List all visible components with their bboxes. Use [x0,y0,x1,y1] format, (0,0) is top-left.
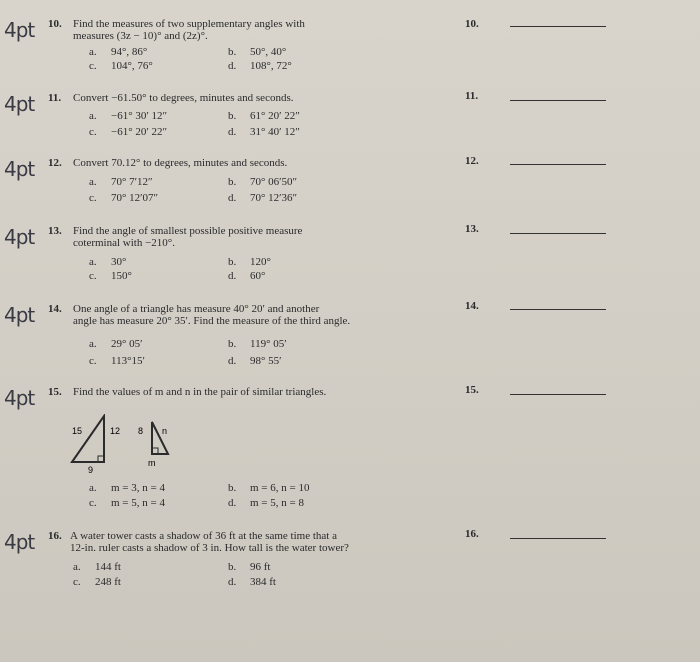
question-number: 13. [48,225,62,237]
answer-number: 12. [465,155,479,167]
option-b[interactable]: b. m = 6, n = 10 [228,482,310,494]
question-number: 11. [48,92,62,104]
question-number: 15. [48,386,62,398]
label-m: m [148,458,156,468]
option-c[interactable]: c. 113°15′ [89,355,145,367]
option-a[interactable]: a. 30° [89,256,127,268]
handwritten-points-mark: 4pt [4,530,35,554]
option-d[interactable]: d. m = 5, n = 8 [228,497,304,509]
option-b[interactable]: b. 119° 05′ [228,338,287,350]
question-10 [0,18,700,80]
question-16 [0,530,700,594]
question-13 [0,225,700,287]
answer-blank[interactable] [510,233,606,234]
answer-blank[interactable] [510,538,606,539]
option-b[interactable]: b. 61° 20′ 22″ [228,110,300,122]
question-number: 10. [48,18,62,30]
option-c[interactable]: c. 104°, 76° [89,60,153,72]
answer-blank[interactable] [510,100,606,101]
label-9: 9 [88,465,94,474]
answer-number: 15. [465,384,479,396]
question-11 [0,92,700,144]
option-d[interactable]: d. 98° 55′ [228,355,282,367]
answer-blank[interactable] [510,309,606,310]
answer-blank[interactable] [510,164,606,165]
question-stem: A water tower casts a shadow of 36 ft at the same time that a 12-in. ruler casts a shadow of 3 in. How tall is the water tower? [70,530,349,554]
similar-triangles-figure [68,414,188,474]
option-a[interactable]: a. 144 ft [73,561,121,573]
question-stem: Find the values of m and n in the pair of similar triangles. [73,386,327,398]
option-a[interactable]: a. 70° 7′12″ [89,176,153,188]
option-d[interactable]: d. 60° [228,270,266,282]
large-triangle [72,416,104,462]
question-14 [0,300,700,367]
handwritten-points-mark: 4pt [4,225,35,249]
option-a[interactable]: a. m = 3, n = 4 [89,482,165,494]
answer-number: 16. [465,528,479,540]
option-d[interactable]: d. 31° 40′ 12″ [228,126,300,138]
label-8: 8 [138,426,144,436]
answer-number: 11. [465,90,479,102]
answer-blank[interactable] [510,394,606,395]
option-a[interactable]: a. 29° 05′ [89,338,143,350]
option-a[interactable]: a. −61° 30′ 12″ [89,110,168,122]
answer-number: 10. [465,18,479,30]
question-number: 12. [48,157,62,169]
handwritten-points-mark: 4pt [4,92,35,116]
option-b[interactable]: b. 96 ft [228,561,271,573]
option-c[interactable]: c. m = 5, n = 4 [89,497,165,509]
question-stem: Convert 70.12° to degrees, minutes and seconds. [73,157,288,169]
question-stem: Find the measures of two supplementary angles with measures (3z − 10)° and (2z)°. [73,18,305,42]
question-number: 14. [48,303,62,315]
question-stem: One angle of a triangle has measure 40° 20′ and another angle has measure 20° 35′. Find the measure of the third angle. [73,303,351,327]
option-c[interactable]: c. 150° [89,270,132,282]
question-stem: Find the angle of smallest possible positive measure coterminal with −210°. [73,225,303,249]
answer-blank[interactable] [510,26,606,27]
option-c[interactable]: c. −61° 20′ 22″ [89,126,168,138]
option-b[interactable]: b. 50°, 40° [228,46,287,58]
answer-number: 14. [465,300,479,312]
answer-number: 13. [465,223,479,235]
handwritten-points-mark: 4pt [4,157,35,181]
question-12 [0,157,700,209]
option-a[interactable]: a. 94°, 86° [89,46,148,58]
label-12: 12 [110,426,121,436]
option-d[interactable]: d. 108°, 72° [228,60,292,72]
handwritten-points-mark: 4pt [4,303,35,327]
option-d[interactable]: d. 384 ft [228,576,276,588]
label-n: n [162,426,168,436]
option-d[interactable]: d. 70° 12′36″ [228,192,298,204]
option-c[interactable]: c. 248 ft [73,576,121,588]
handwritten-points-mark: 4pt [4,18,35,42]
option-c[interactable]: c. 70° 12′07″ [89,192,159,204]
question-stem: Convert −61.50° to degrees, minutes and seconds. [73,92,294,104]
option-b[interactable]: b. 70° 06′50″ [228,176,298,188]
question-number: 16. [48,530,62,542]
handwritten-points-mark: 4pt [4,386,35,410]
option-b[interactable]: b. 120° [228,256,271,268]
label-15: 15 [72,426,83,436]
